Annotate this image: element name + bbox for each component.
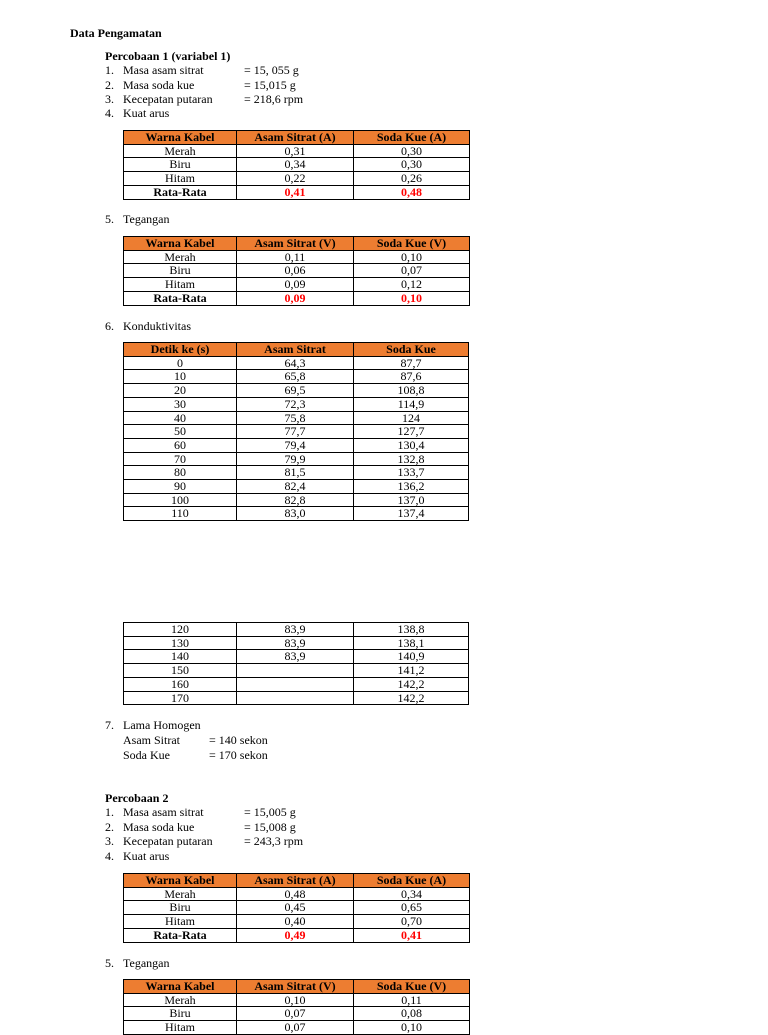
- table-cell: 0,30: [354, 144, 470, 158]
- table-cell: 90: [124, 480, 237, 494]
- table-cell: 108,8: [354, 384, 469, 398]
- exp1-current-table: [123, 130, 470, 200]
- exp2-item-3-value: = 243,3 rpm: [244, 834, 304, 848]
- column-header: Asam Sitrat (A): [237, 874, 354, 888]
- table-cell: 50: [124, 425, 237, 439]
- table-cell: 0,07: [237, 1007, 354, 1021]
- table-cell: Hitam: [124, 278, 237, 292]
- table-cell: 160: [124, 677, 237, 691]
- column-header: Soda Kue (A): [354, 131, 470, 145]
- table-average-row: [124, 291, 470, 305]
- exp1-item-3-label: Kecepatan putaran: [123, 92, 213, 106]
- exp1-homogen-number: 7.: [105, 718, 114, 732]
- table-row: [124, 425, 469, 439]
- table-cell: Biru: [124, 901, 237, 915]
- table-row: [124, 623, 469, 637]
- column-header: Soda Kue (A): [354, 874, 470, 888]
- table-cell: 82,4: [237, 480, 354, 494]
- table-row: [124, 493, 469, 507]
- table-cell: 10: [124, 370, 237, 384]
- table-header-row: [124, 131, 470, 145]
- table-header-row: [124, 343, 469, 357]
- table-row: [124, 158, 470, 172]
- homogen-soda-value: = 170 sekon: [209, 748, 268, 762]
- average-value: 0,09: [237, 291, 354, 305]
- table-cell: 82,8: [237, 493, 354, 507]
- average-value: 0,41: [237, 185, 354, 199]
- table-cell: 0,12: [354, 278, 470, 292]
- exp1-voltage-number: 5.: [105, 212, 114, 226]
- table-cell: 0,31: [237, 144, 354, 158]
- average-value: 0,49: [237, 928, 354, 942]
- table-cell: 142,2: [354, 677, 469, 691]
- table-cell: 114,9: [354, 397, 469, 411]
- table-cell: Hitam: [124, 915, 237, 929]
- column-header: Asam Sitrat (V): [237, 980, 354, 994]
- exp1-homogen-label: Lama Homogen: [123, 718, 201, 732]
- table-cell: 0,06: [237, 264, 354, 278]
- table-cell: 87,6: [354, 370, 469, 384]
- table-cell: 75,8: [237, 411, 354, 425]
- table-cell: 141,2: [354, 664, 469, 678]
- table-cell: 83,9: [237, 623, 354, 637]
- table-row: [124, 901, 470, 915]
- table-row: [124, 278, 470, 292]
- table-header-row: [124, 874, 470, 888]
- homogen-soda-label: Soda Kue: [123, 748, 170, 762]
- table-cell: 137,4: [354, 507, 469, 521]
- table-cell: Biru: [124, 158, 237, 172]
- table-cell: Merah: [124, 250, 237, 264]
- average-label: Rata-Rata: [124, 928, 237, 942]
- exp2-voltage-label: Tegangan: [123, 956, 170, 970]
- exp2-item-2-value: = 15,008 g: [244, 820, 296, 834]
- table-cell: 0: [124, 356, 237, 370]
- table-row: [124, 370, 469, 384]
- table-cell: 83,0: [237, 507, 354, 521]
- table-cell: 0,70: [354, 915, 470, 929]
- exp2-item-2-number: 2.: [105, 820, 114, 834]
- table-cell: 0,10: [354, 250, 470, 264]
- table-cell: 0,07: [237, 1021, 354, 1035]
- table-header-row: [124, 980, 470, 994]
- exp1-conductivity-label: Konduktivitas: [123, 319, 191, 333]
- table-cell: 110: [124, 507, 237, 521]
- table-cell: 79,9: [237, 452, 354, 466]
- table-row: [124, 887, 470, 901]
- table-cell: 140,9: [354, 650, 469, 664]
- table-cell: 0,08: [354, 1007, 470, 1021]
- table-cell: 81,5: [237, 466, 354, 480]
- table-row: [124, 1021, 470, 1035]
- table-row: [124, 677, 469, 691]
- table-cell: 0,40: [237, 915, 354, 929]
- exp2-current-table: [123, 873, 470, 943]
- table-cell: 0,07: [354, 264, 470, 278]
- exp2-item-3-label: Kecepatan putaran: [123, 834, 213, 848]
- table-cell: 0,11: [237, 250, 354, 264]
- exp2-title: Percobaan 2: [105, 791, 169, 805]
- table-cell: Merah: [124, 887, 237, 901]
- table-row: [124, 144, 470, 158]
- exp2-voltage-table: [123, 979, 470, 1035]
- table-cell: [237, 691, 354, 705]
- column-header: Detik ke (s): [124, 343, 237, 357]
- homogen-asam-value: = 140 sekon: [209, 733, 268, 747]
- column-header: Warna Kabel: [124, 237, 237, 251]
- exp1-item-3-number: 3.: [105, 92, 114, 106]
- table-row: [124, 636, 469, 650]
- column-header: Asam Sitrat (A): [237, 131, 354, 145]
- exp1-conductivity-table: [123, 342, 469, 521]
- table-cell: 150: [124, 664, 237, 678]
- table-cell: 87,7: [354, 356, 469, 370]
- exp2-item-4-number: 4.: [105, 849, 114, 863]
- table-average-row: [124, 185, 470, 199]
- exp1-conductivity-table-continued: [123, 622, 469, 705]
- exp2-item-2-label: Masa soda kue: [123, 820, 195, 834]
- table-cell: 83,9: [237, 636, 354, 650]
- table-cell: 170: [124, 691, 237, 705]
- table-cell: 20: [124, 384, 237, 398]
- exp2-item-4-label: Kuat arus: [123, 849, 170, 863]
- exp1-item-1-number: 1.: [105, 63, 114, 77]
- table-row: [124, 411, 469, 425]
- table-cell: 133,7: [354, 466, 469, 480]
- table-cell: 0,10: [237, 993, 354, 1007]
- column-header: Warna Kabel: [124, 131, 237, 145]
- exp2-item-1-value: = 15,005 g: [244, 805, 296, 819]
- exp1-voltage-table: [123, 236, 470, 306]
- table-cell: 0,34: [237, 158, 354, 172]
- table-row: [124, 480, 469, 494]
- table-cell: 83,9: [237, 650, 354, 664]
- table-average-row: [124, 928, 470, 942]
- table-cell: 0,26: [354, 172, 470, 186]
- table-cell: 142,2: [354, 691, 469, 705]
- homogen-asam-label: Asam Sitrat: [123, 733, 180, 747]
- exp1-item-3-value: = 218,6 rpm: [244, 92, 304, 106]
- table-cell: 0,45: [237, 901, 354, 915]
- table-row: [124, 452, 469, 466]
- table-row: [124, 438, 469, 452]
- table-cell: 0,22: [237, 172, 354, 186]
- table-cell: 140: [124, 650, 237, 664]
- table-cell: 137,0: [354, 493, 469, 507]
- table-cell: 77,7: [237, 425, 354, 439]
- column-header: Warna Kabel: [124, 874, 237, 888]
- column-header: Warna Kabel: [124, 980, 237, 994]
- average-label: Rata-Rata: [124, 291, 237, 305]
- table-cell: 0,30: [354, 158, 470, 172]
- average-value: 0,48: [354, 185, 470, 199]
- column-header: Soda Kue (V): [354, 980, 470, 994]
- table-cell: 0,11: [354, 993, 470, 1007]
- table-cell: 40: [124, 411, 237, 425]
- table-cell: 138,8: [354, 623, 469, 637]
- table-cell: 130: [124, 636, 237, 650]
- table-cell: 136,2: [354, 480, 469, 494]
- table-cell: 60: [124, 438, 237, 452]
- exp2-item-1-number: 1.: [105, 805, 114, 819]
- table-row: [124, 691, 469, 705]
- table-cell: Merah: [124, 993, 237, 1007]
- exp1-item-4-number: 4.: [105, 106, 114, 120]
- table-cell: 127,7: [354, 425, 469, 439]
- table-cell: 0,10: [354, 1021, 470, 1035]
- table-cell: 0,65: [354, 901, 470, 915]
- table-cell: 138,1: [354, 636, 469, 650]
- table-row: [124, 915, 470, 929]
- exp1-item-1-label: Masa asam sitrat: [123, 63, 204, 77]
- table-cell: 100: [124, 493, 237, 507]
- table-cell: Hitam: [124, 1021, 237, 1035]
- average-value: 0,10: [354, 291, 470, 305]
- table-row: [124, 664, 469, 678]
- page-heading: Data Pengamatan: [70, 26, 162, 40]
- table-row: [124, 172, 470, 186]
- exp1-item-1-value: = 15, 055 g: [244, 63, 299, 77]
- table-row: [124, 650, 469, 664]
- table-cell: Merah: [124, 144, 237, 158]
- column-header: Asam Sitrat: [237, 343, 354, 357]
- table-cell: 0,48: [237, 887, 354, 901]
- table-cell: 80: [124, 466, 237, 480]
- column-header: Soda Kue: [354, 343, 469, 357]
- exp1-item-2-number: 2.: [105, 78, 114, 92]
- table-row: [124, 250, 470, 264]
- column-header: Asam Sitrat (V): [237, 237, 354, 251]
- table-cell: 120: [124, 623, 237, 637]
- table-row: [124, 1007, 470, 1021]
- exp1-item-4-label: Kuat arus: [123, 106, 170, 120]
- average-label: Rata-Rata: [124, 185, 237, 199]
- table-row: [124, 993, 470, 1007]
- table-cell: Biru: [124, 1007, 237, 1021]
- table-row: [124, 264, 470, 278]
- exp2-item-3-number: 3.: [105, 834, 114, 848]
- table-header-row: [124, 237, 470, 251]
- table-row: [124, 507, 469, 521]
- table-row: [124, 356, 469, 370]
- table-cell: 30: [124, 397, 237, 411]
- table-cell: 132,8: [354, 452, 469, 466]
- table-cell: 0,34: [354, 887, 470, 901]
- table-cell: 70: [124, 452, 237, 466]
- average-value: 0,41: [354, 928, 470, 942]
- table-cell: [237, 664, 354, 678]
- table-row: [124, 397, 469, 411]
- exp1-voltage-label: Tegangan: [123, 212, 170, 226]
- table-cell: 130,4: [354, 438, 469, 452]
- table-cell: Biru: [124, 264, 237, 278]
- table-cell: 69,5: [237, 384, 354, 398]
- table-cell: 65,8: [237, 370, 354, 384]
- exp2-item-1-label: Masa asam sitrat: [123, 805, 204, 819]
- exp1-conductivity-number: 6.: [105, 319, 114, 333]
- exp1-item-2-label: Masa soda kue: [123, 78, 195, 92]
- exp2-voltage-number: 5.: [105, 956, 114, 970]
- table-cell: 79,4: [237, 438, 354, 452]
- table-row: [124, 384, 469, 398]
- exp1-item-2-value: = 15,015 g: [244, 78, 296, 92]
- table-cell: Hitam: [124, 172, 237, 186]
- column-header: Soda Kue (V): [354, 237, 470, 251]
- table-cell: 72,3: [237, 397, 354, 411]
- table-cell: 64,3: [237, 356, 354, 370]
- table-row: [124, 466, 469, 480]
- table-cell: 0,09: [237, 278, 354, 292]
- table-cell: [237, 677, 354, 691]
- exp1-title: Percobaan 1 (variabel 1): [105, 49, 231, 63]
- table-cell: 124: [354, 411, 469, 425]
